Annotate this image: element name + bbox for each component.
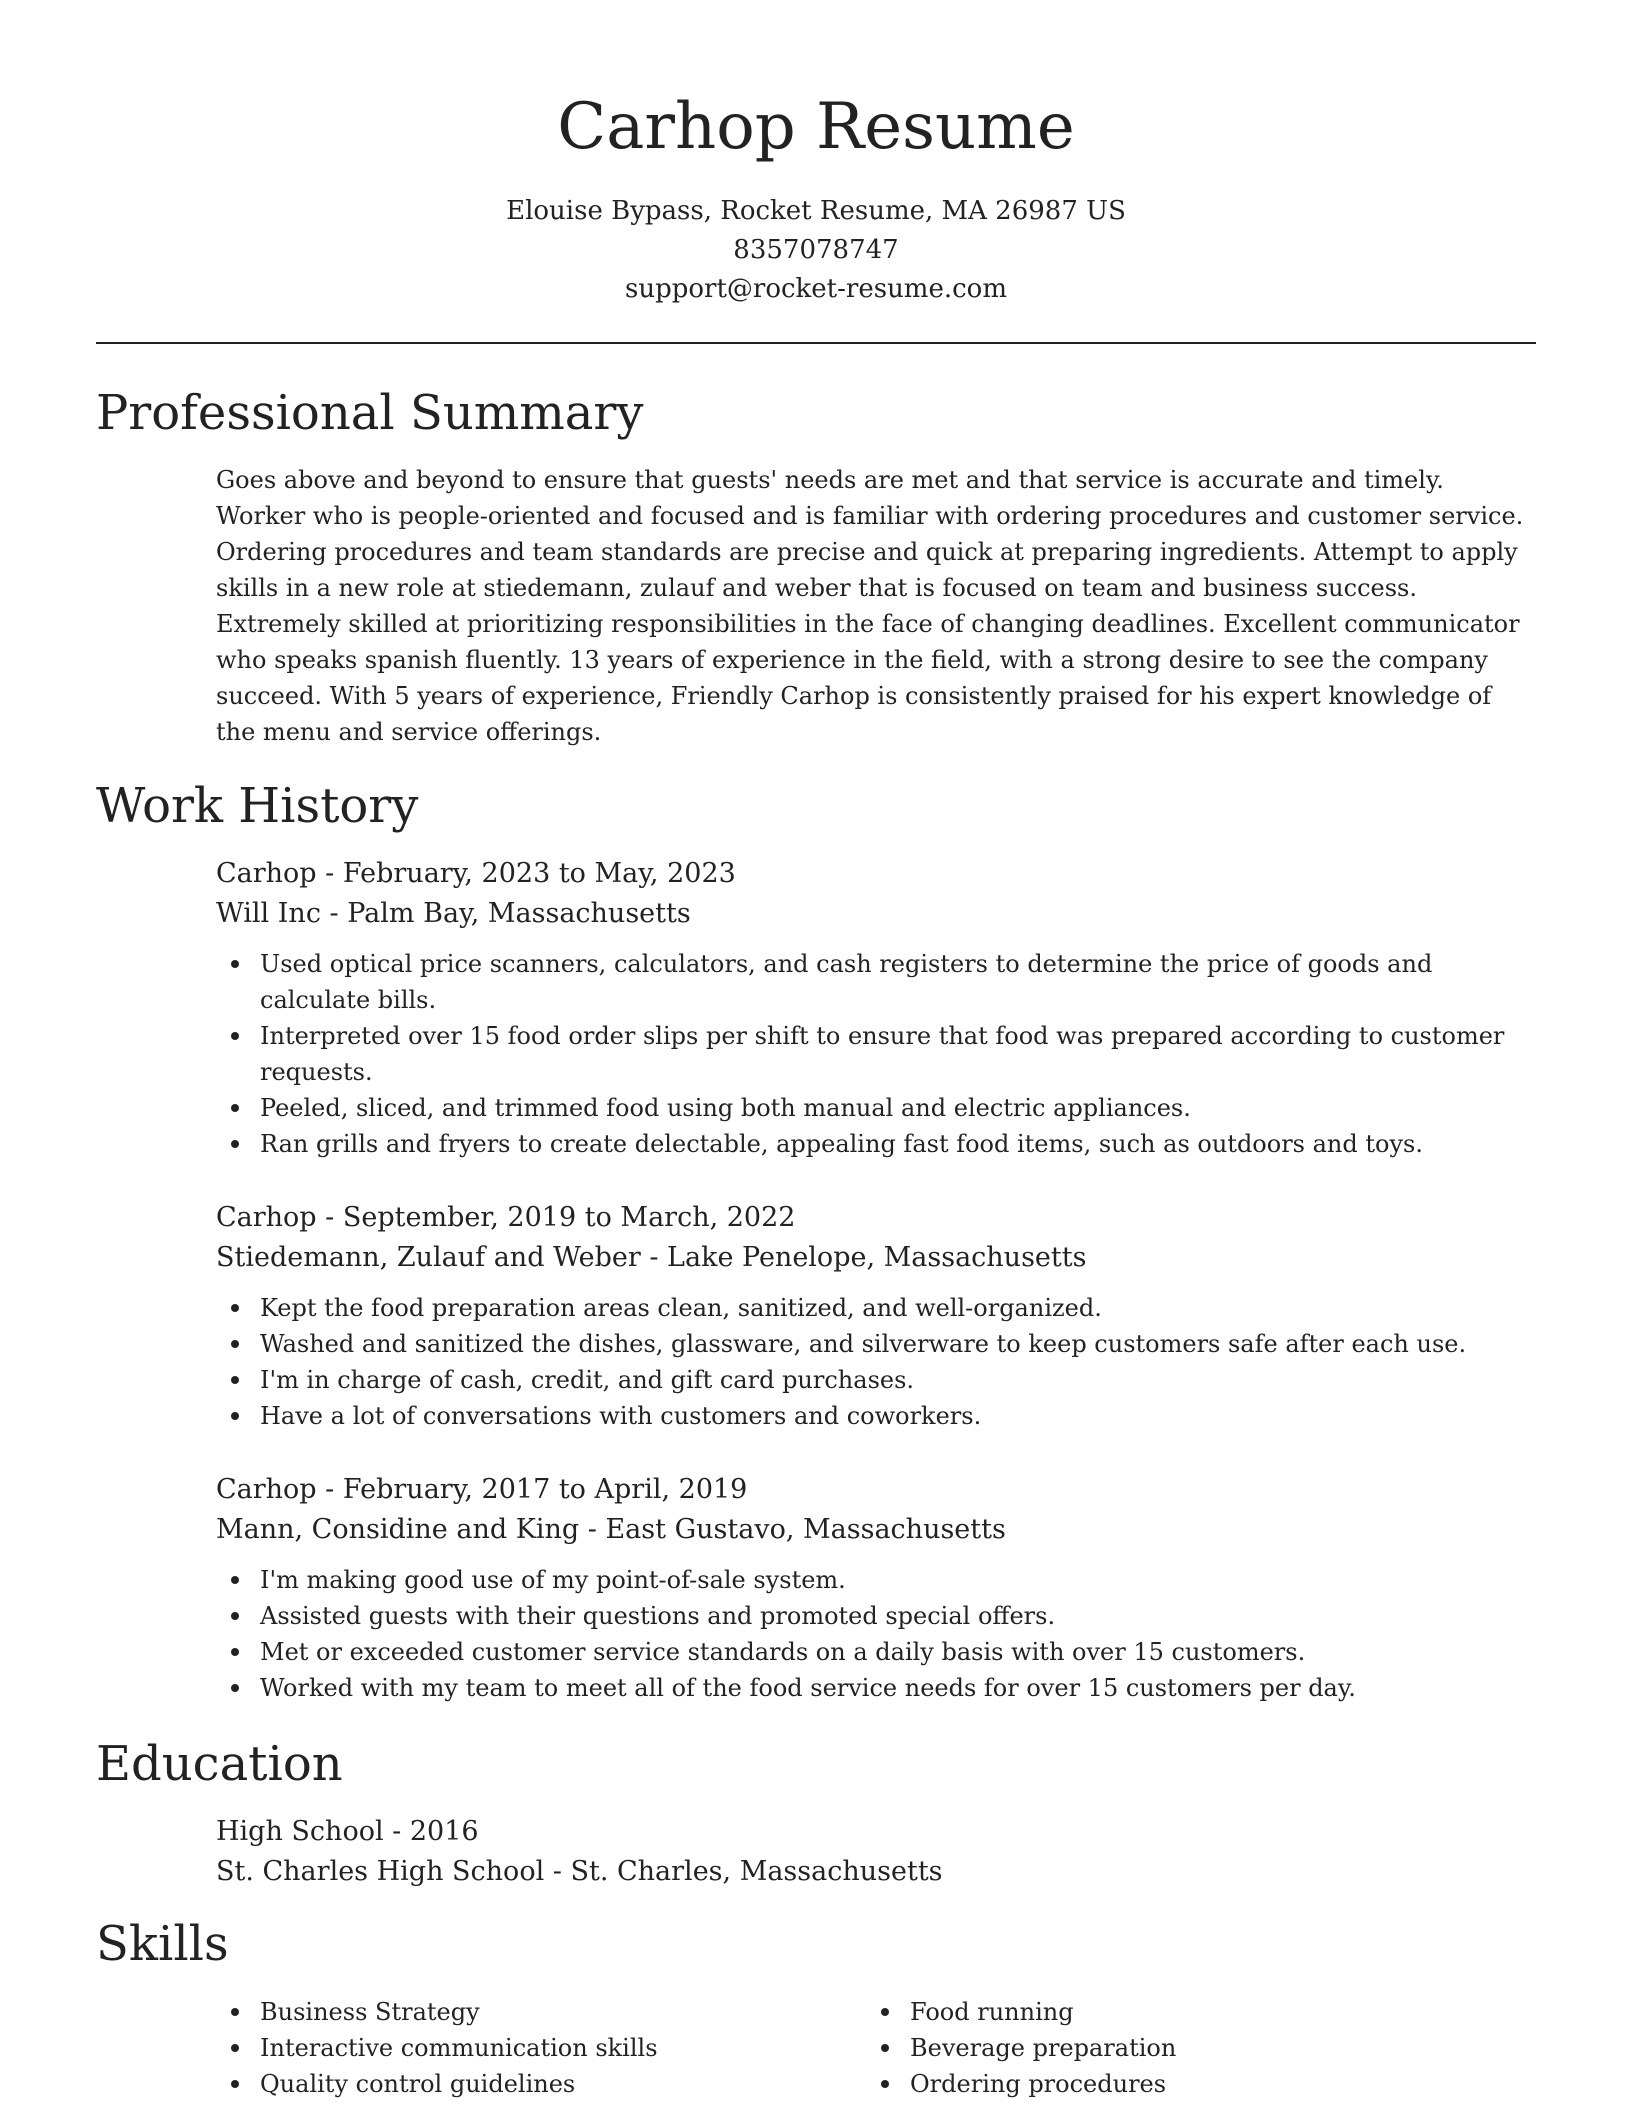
contact-phone: 8357078747: [733, 235, 899, 265]
job-bullet: Kept the food preparation areas clean, sanitized, and well-organized.: [216, 1290, 1536, 1326]
skill-item: Quality control guidelines: [216, 2066, 836, 2102]
job-bullets: [216, 946, 1536, 1162]
job-title-line: Carhop - February, 2023 to May, 2023: [216, 858, 736, 889]
job-bullet: Have a lot of conversations with customers and coworkers.: [216, 1398, 1536, 1434]
job-bullets: [216, 1290, 1536, 1434]
contact-email: support@rocket-resume.com: [624, 274, 1007, 304]
job-entry: [216, 1198, 1536, 1434]
skill-item: Beverage preparation: [866, 2030, 1486, 2066]
education-degree-line: High School - 2016: [216, 1816, 479, 1847]
job-bullet: Interpreted over 15 food order slips per shift to ensure that food was prepared according to customer requests.: [216, 1018, 1536, 1090]
skills-column-right: [866, 1994, 1486, 2102]
job-bullet: I'm in charge of cash, credit, and gift card purchases.: [216, 1362, 1536, 1398]
header-divider: [96, 342, 1536, 344]
skills-heading: Skills: [96, 1916, 229, 1972]
skill-item: Interactive communication skills: [216, 2030, 836, 2066]
skills-list-left: [216, 1994, 836, 2102]
summary-block: [216, 462, 1536, 750]
job-company-line: Stiedemann, Zulauf and Weber - Lake Penelope, Massachusetts: [216, 1242, 1087, 1273]
contact-address: Elouise Bypass, Rocket Resume, MA 26987 US: [506, 196, 1126, 226]
summary-text: Goes above and beyond to ensure that guests' needs are met and that service is accurate and timely. Worker who is people-oriented and focused and is familiar with ordering procedures and customer service. Ordering procedures and team standards are precise and quick at preparing ingredients. Attempt to apply skills in a new role at stiedemann, zulauf and weber that is focused on team and business success. Extremely skilled at prioritizing responsibilities in the face of changing deadlines. Excellent communicator who speaks spanish fluently. 13 years of experience in the field, with a strong desire to see the company succeed. With 5 years of experience, Friendly Carhop is consistently praised for his expert knowledge of the menu and service offerings.: [216, 466, 1524, 746]
job-bullet: Used optical price scanners, calculators, and cash registers to determine the price of goods and calculate bills.: [216, 946, 1536, 1018]
skills-column-left: [216, 1994, 836, 2102]
job-bullet: Peeled, sliced, and trimmed food using both manual and electric appliances.: [216, 1090, 1536, 1126]
education-school-line: St. Charles High School - St. Charles, Massachusetts: [216, 1856, 943, 1887]
skill-item: Business Strategy: [216, 1994, 836, 2030]
job-bullets: [216, 1562, 1536, 1706]
summary-heading: Professional Summary: [96, 385, 644, 441]
job-company-line: Will Inc - Palm Bay, Massachusetts: [216, 898, 691, 929]
job-bullet: I'm making good use of my point-of-sale system.: [216, 1562, 1536, 1598]
resume-name: Carhop Resume: [557, 90, 1075, 164]
skills-list-right: [866, 1994, 1486, 2102]
resume-header: [96, 82, 1536, 309]
skill-item: Food running: [866, 1994, 1486, 2030]
job-entry: [216, 854, 1536, 1162]
job-company-line: Mann, Considine and King - East Gustavo, Massachusetts: [216, 1514, 1006, 1545]
job-bullet: Washed and sanitized the dishes, glassware, and silverware to keep customers safe after each use.: [216, 1326, 1536, 1362]
job-title-line: Carhop - February, 2017 to April, 2019: [216, 1474, 748, 1505]
work-heading: Work History: [96, 778, 419, 834]
skill-item: Ordering procedures: [866, 2066, 1486, 2102]
job-bullet: Ran grills and fryers to create delectable, appealing fast food items, such as outdoors and toys.: [216, 1126, 1536, 1162]
education-heading: Education: [96, 1736, 343, 1792]
job-bullet: Worked with my team to meet all of the food service needs for over 15 customers per day.: [216, 1670, 1536, 1706]
job-entry: [216, 1470, 1536, 1706]
job-bullet: Assisted guests with their questions and promoted special offers.: [216, 1598, 1536, 1634]
job-bullet: Met or exceeded customer service standards on a daily basis with over 15 customers.: [216, 1634, 1536, 1670]
job-title-line: Carhop - September, 2019 to March, 2022: [216, 1202, 796, 1233]
education-entry: [216, 1812, 1536, 1892]
